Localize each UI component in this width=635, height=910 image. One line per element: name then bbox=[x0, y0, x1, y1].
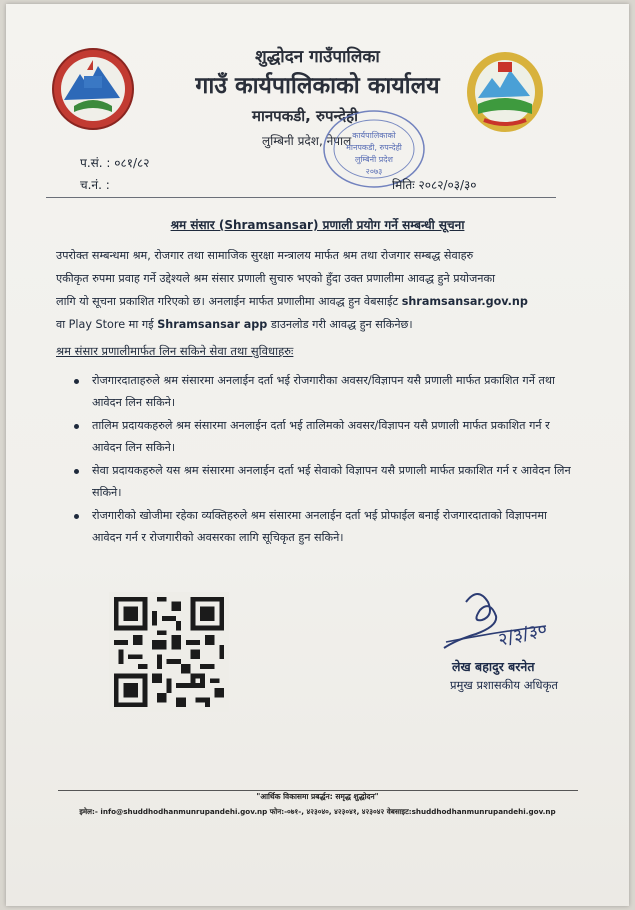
signature-mark bbox=[436, 582, 586, 662]
website-url: shramsansar.gov.np bbox=[401, 295, 528, 308]
reference-number: प.सं. : ०८१/८२ bbox=[80, 156, 150, 170]
body-line-3 bbox=[56, 290, 576, 313]
service-text: रोजगारदाताहरुले श्रम संसारमा अनलाईन दर्ता भई रोजगारीका अवसर/विज्ञापन यसै प्रणाली मार्फत प्रकाशित गर्ने तथा आवेदन लिन सकिने। bbox=[92, 374, 555, 409]
list-item bbox=[64, 505, 574, 549]
office-name: गाउँ कार्यपालिकाको कार्यालय bbox=[195, 73, 440, 99]
notice-body bbox=[56, 244, 576, 336]
letterhead bbox=[6, 4, 629, 204]
signatory-name: लेख बहादुर बरनेत bbox=[452, 659, 535, 674]
bullet-icon bbox=[74, 424, 79, 429]
municipality-name: शुद्धोदन गाउँपालिका bbox=[255, 47, 380, 67]
footer-motto: "आर्थिक विकासमा प्रबर्द्धन: समृद्ध शुद्धोदन" bbox=[256, 792, 379, 801]
list-item bbox=[64, 460, 574, 504]
service-text: तालिम प्रदायकहरुले श्रम संसारमा अनलाईन दर्ता भई तालिमको अवसर/विज्ञापन यसै प्रणाली मार्फत प्रकाशित गर्न र आवेदन लिन सकिने। bbox=[92, 419, 550, 454]
signatory-title: प्रमुख प्रशासकीय अधिकृत bbox=[450, 678, 558, 692]
body-line-4 bbox=[56, 313, 576, 336]
app-name: Shramsansar app bbox=[157, 318, 268, 331]
svg-text:लुम्बिनी प्रदेश: लुम्बिनी प्रदेश bbox=[355, 155, 393, 164]
office-province: लुम्बिनी प्रदेश, नेपाल bbox=[262, 134, 352, 148]
svg-text:मानपकडी, रुपन्देही: मानपकडी, रुपन्देही bbox=[346, 143, 402, 152]
body-line-3-text: लागि यो सूचना प्रकाशित गरिएको छ। अनलाईन मार्फत प्रणालीमा आवद्ध हुन वेबसाईट bbox=[56, 295, 399, 308]
footer-contact: इमेल:- info@shuddhodhanmunrupandehi.gov.np फोन:-०७१-, ४२३०४०, ४२३०४१, ४२३०४२ वेबसाइट:shuddhodhanmunrupandehi.gov.np bbox=[79, 807, 556, 816]
handwritten-date: २/३/३० bbox=[496, 618, 550, 651]
notice-subject: श्रम संसार (Shramsansar) प्रणाली प्रयोग गर्ने सम्बन्धी सूचना bbox=[170, 218, 465, 232]
office-location: मानपकडी, रुपन्देही bbox=[252, 107, 358, 125]
notice-paper bbox=[6, 4, 629, 906]
header-divider bbox=[46, 197, 556, 198]
svg-text:२०७३: २०७३ bbox=[365, 167, 383, 176]
dispatch-number: च.नं. : bbox=[80, 178, 110, 192]
services-list bbox=[64, 370, 574, 550]
notice-date: मितिः २०८२/०३/३० bbox=[392, 178, 477, 192]
qr-code-icon bbox=[108, 592, 230, 712]
service-text: रोजगारीको खोजीमा रहेका व्यक्तिहरुले श्रम संसारमा अनलाईन दर्ता भई प्रोफाईल बनाई रोजगारदाताको विज्ञापनमा आवेदन गर्न र रोजगारीको अवसरका लागि सूचिकृत हुन सकिने। bbox=[92, 509, 547, 544]
services-heading: श्रम संसार प्रणालीमार्फत लिन सकिने सेवा तथा सुविधाहरुः bbox=[56, 344, 294, 358]
body-line-1: उपरोक्त सम्बन्धमा श्रम, रोजगार तथा सामाजिक सुरक्षा मन्त्रालय मार्फत श्रम तथा रोजगार सम्बद्ध सेवाहरु bbox=[56, 249, 474, 262]
svg-text:कार्यपालिकाको: कार्यपालिकाको bbox=[352, 131, 396, 140]
list-item bbox=[64, 370, 574, 414]
bullet-icon bbox=[74, 469, 79, 474]
municipality-logo-icon bbox=[464, 48, 546, 134]
footer-divider bbox=[58, 790, 578, 791]
body-line-4-text-a: वा Play Store मा गई bbox=[56, 318, 154, 331]
service-text: सेवा प्रदायकहरुले यस श्रम संसारमा अनलाईन दर्ता भई सेवाको विज्ञापन यसै प्रणाली मार्फत प्रकाशित गर्न र आवेदन लिन सकिने। bbox=[92, 464, 571, 499]
list-item bbox=[64, 415, 574, 459]
bullet-icon bbox=[74, 379, 79, 384]
bullet-icon bbox=[74, 514, 79, 519]
body-line-4-text-b: डाउनलोड गरी आवद्ध हुन सकिनेछ। bbox=[270, 318, 413, 331]
body-line-2: एकीकृत रुपमा प्रवाह गर्ने उद्देश्यले श्रम संसार प्रणाली सुचारु भएको हुँदा उक्त प्रणालीमा आवद्ध हुने प्रयोजनका bbox=[56, 272, 495, 285]
